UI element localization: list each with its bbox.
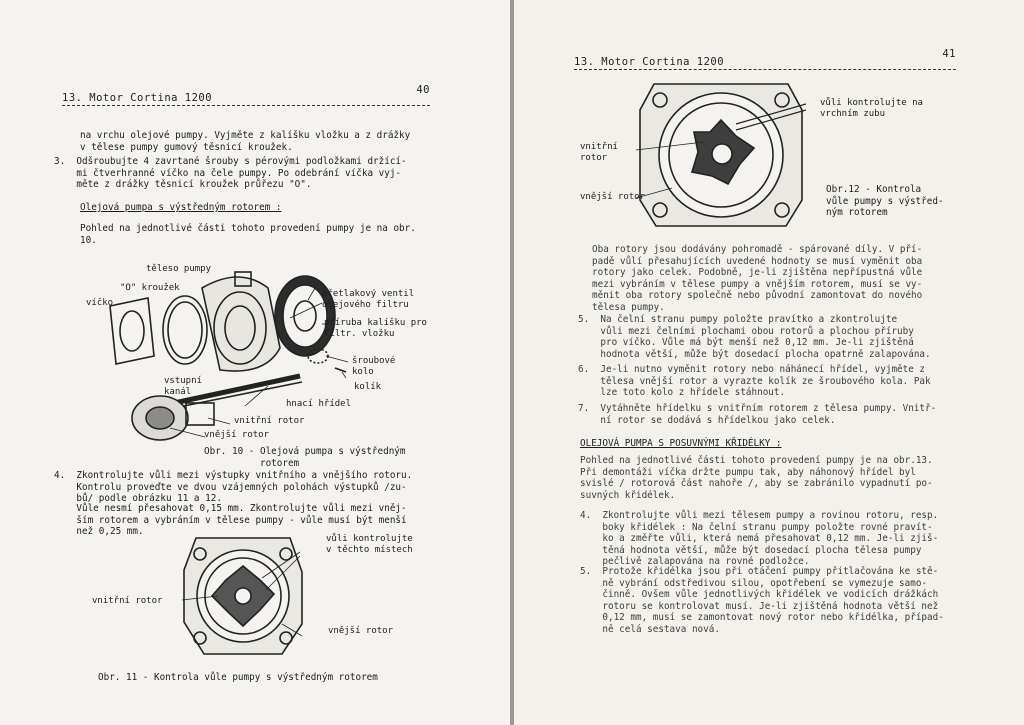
left-section-title: Olejová pumpa s výstředným rotorem : bbox=[80, 202, 282, 213]
right-paragraph-rotors: Oba rotory jsou dodávány pohromadě - spárované díly. V pří- padě vůlí přesahujících uvedené hodnoty se musí vyměnit oba rotory jako celek. Podobně, je-li zjištěna nepřípustná vůle mezi vybráním v tělese pumpy a vnějším rotorem, musí se vy- měnit oba rotory společně nebo původní zamontovat do nového tělesa pumpy. bbox=[592, 244, 923, 313]
right-step-5b: 5. Protože křidélka jsou při otáčení pumpy přitlačována ke stě- ně vybrání odstředivou silou, opotřebení se vymezuje samo- činně. Ovšem vůle jednotlivých křidélek ve vodicích drážkách rotoru se kontrolovat musí. Je-li zjištěná hodnota větší než 0,12 mm, musí se zamontovat nový rotor nebo křidélka, případ- ně celá sestava nová. bbox=[580, 566, 944, 635]
left-step-4: 4. Zkontrolujte vůli mezi výstupky vnitřního a vnějšího rotoru. Kontrolu proveďte ve dvou vzájemných polohách výstupků /zu- bů/ podle obrázku 11 a 12. bbox=[54, 470, 413, 504]
label-vstupni-kanal: vstupní kanál bbox=[164, 376, 202, 397]
left-step-3: 3. Odšroubujte 4 zavrtané šrouby s pérovými podložkami držící- mi čtverhranné víčko na čele pumpy. Po odebrání víčka vyj- měte z drážky těsnicí kroužek průřezu "O". bbox=[54, 156, 407, 190]
figure-12-caption: Obr.12 - Kontrola vůle pumpy s výstřed- ným rotorem bbox=[826, 184, 944, 218]
left-header bbox=[62, 84, 430, 106]
figure-10-caption: Obr. 10 - Olejová pumpa s výstředným rotorem bbox=[204, 446, 406, 469]
right-step-6: 6. Je-li nutno vyměnit rotory nebo náhánecí hřídel, vyjměte z tělesa vnější rotor a vyrazte kolík ze šroubového kola. Pak lze toto kolo z hřídele stáhnout. bbox=[578, 364, 931, 398]
right-step-4: 4. Zkontrolujte vůli mezi tělesem pumpy a rovinou rotoru, resp. boky křidélek : Na čelní stranu pumpy položte rovné pravít- ko a změřte vůli, která nemá přesahovat 0,12 mm. Je-li zjiš- těná hodnota větší, může být dosedací plocha tělesa pumpy pečlivě zalapována na rovné podložce. bbox=[580, 510, 939, 567]
left-page bbox=[0, 0, 510, 725]
label-o-krouzek: "O" kroužek bbox=[120, 283, 180, 293]
right-header bbox=[574, 48, 956, 70]
label-fig12-kontrolujte: vůli kontrolujte na vrchním zubu bbox=[820, 98, 923, 119]
left-page-number: 40 bbox=[416, 84, 430, 96]
label-fig12-vnejsi: vnější rotor bbox=[580, 192, 646, 202]
figure-11-rotor-clearance bbox=[178, 532, 308, 660]
label-vnitrni-rotor: vnitřní rotor bbox=[234, 416, 305, 426]
label-priruba: příruba kalíšku pro filtr. vložku bbox=[324, 318, 427, 339]
figure-11-caption: Obr. 11 - Kontrola vůle pumpy s výstředným rotorem bbox=[98, 672, 378, 683]
right-header-title: 13. Motor Cortina 1200 bbox=[574, 56, 725, 68]
left-header-title: 13. Motor Cortina 1200 bbox=[62, 92, 213, 104]
right-page-number: 41 bbox=[942, 48, 956, 60]
label-teleso-pumpy: těleso pumpy bbox=[146, 264, 212, 274]
figure-12-top-tooth-check bbox=[636, 80, 806, 230]
left-intro-text: na vrchu olejové pumpy. Vyjměte z kalíšku vložku a z drážky v tělese pumpy gumový těsnicí kroužek. bbox=[80, 130, 411, 153]
right-step-7: 7. Vytáhněte hřídelku s vnitřním rotorem z tělesa pumpy. Vnitř- ní rotor se dodává s hřídelkou jako celek. bbox=[578, 403, 937, 426]
right-step-5: 5. Na čelní stranu pumpy položte pravítko a zkontrolujte vůli mezi čelními plochami obou rotorů a plochou příruby pro víčko. Vůle má být menší než 0,12 mm. Je-li zjištěná hodnota větší, může být dosedací plocha opatrně zalapována. bbox=[578, 314, 931, 360]
label-vuli-kontrolujte: vůli kontrolujte v těchto místech bbox=[326, 534, 413, 555]
label-pretlakovy-ventil: přetlakový ventil olejového filtru bbox=[322, 289, 415, 310]
label-kolik: kolík bbox=[354, 382, 382, 392]
left-section-intro: Pohled na jednotlivé části tohoto provedení pumpy je na obr. 10. bbox=[80, 223, 416, 246]
label-sroubove-kolo: šroubové kolo bbox=[352, 356, 396, 377]
label-fig11-vnitrni-rotor: vnitřní rotor bbox=[92, 596, 163, 606]
label-vnejsi-rotor: vnější rotor bbox=[204, 430, 270, 440]
right-section-intro: Pohled na jednotlivé části tohoto provedení pumpy je na obr.13. Při demontáži víčka držte pumpu tak, aby náhonový hřídel byl svislé / rotorová část nahoře /, aby se zabránilo vypadnutí po- suvných křidélek. bbox=[580, 455, 933, 501]
label-fig12-vnitrni: vnitřní rotor bbox=[580, 142, 618, 163]
right-section-title: OLEJOVÁ PUMPA S POSUVNÝMI KŘIDÉLKY : bbox=[580, 438, 782, 449]
left-step-4-limits: Vůle nesmí přesahovat 0,15 mm. Zkontrolujte vůli mezi vněj- ším rotorem a vybráním v tělese pumpy - vůle musí být menší než 0,25 mm. bbox=[76, 503, 407, 537]
label-vicko: víčko bbox=[86, 298, 114, 308]
label-fig11-vnejsi-rotor: vnější rotor bbox=[328, 626, 394, 636]
label-hnaci-hridel: hnací hřídel bbox=[286, 399, 352, 409]
right-page bbox=[514, 0, 1024, 725]
